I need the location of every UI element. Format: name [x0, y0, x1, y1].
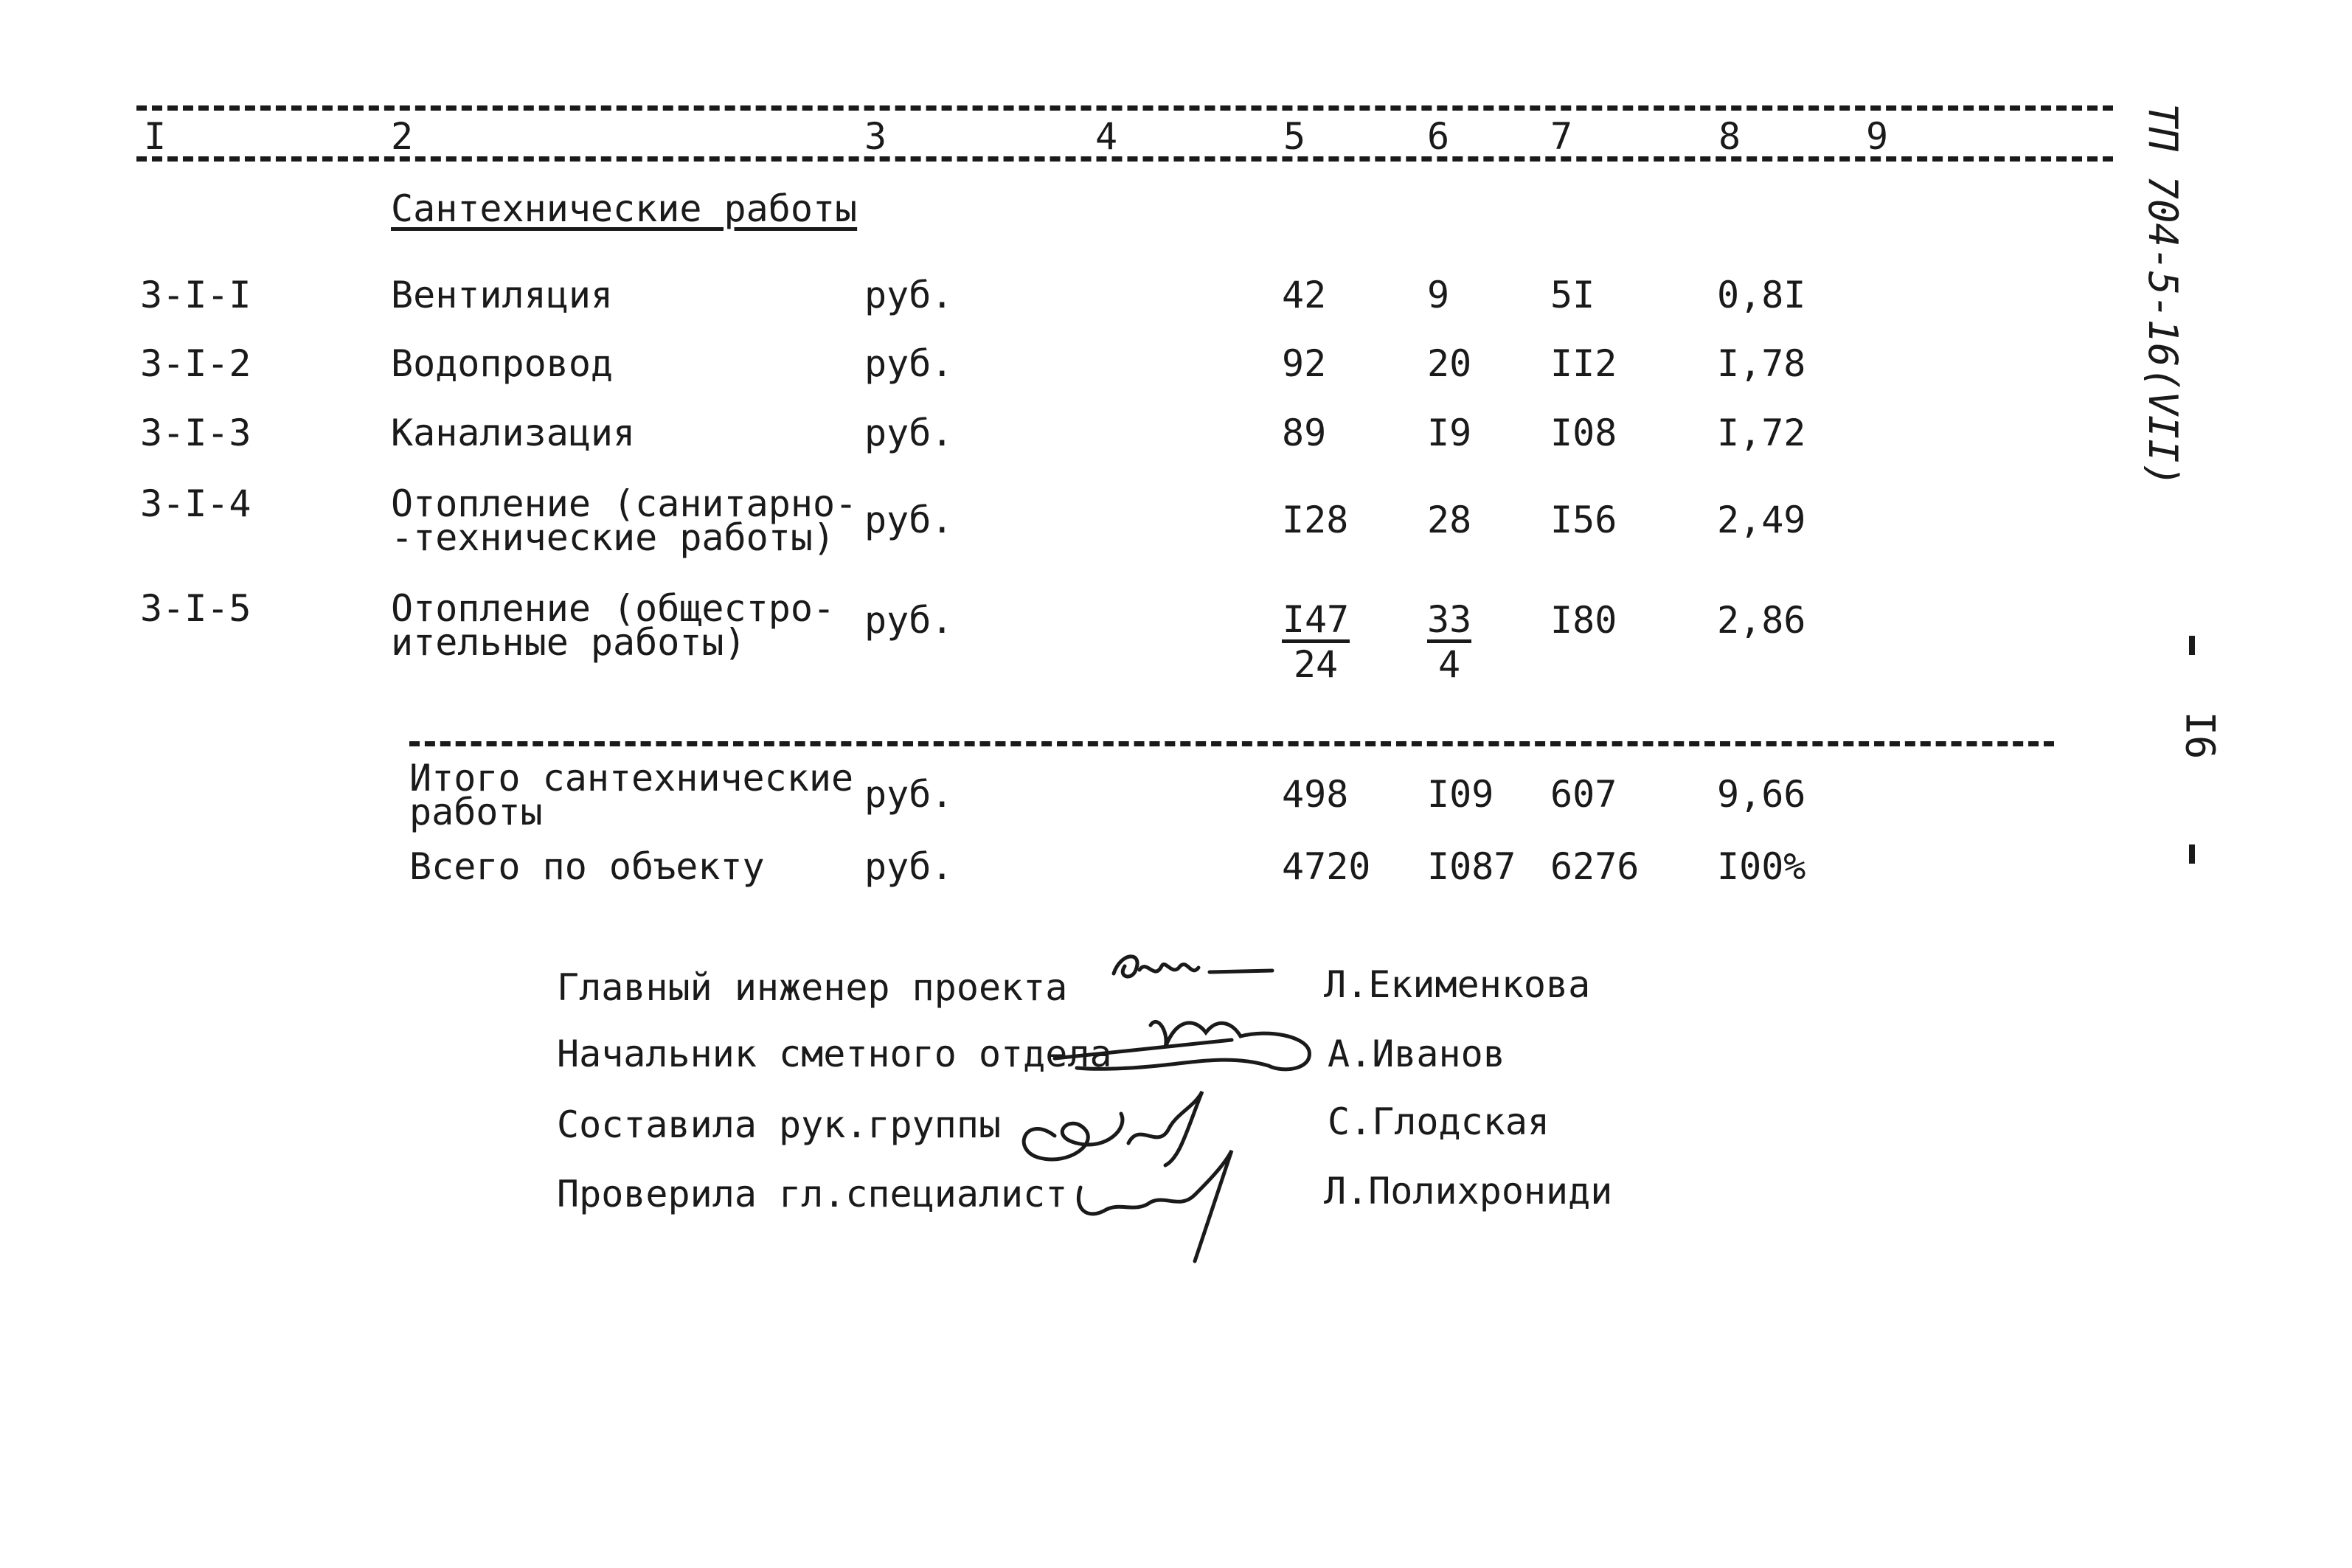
signature-name: С.Глодская — [1328, 1100, 1550, 1143]
row-col7: II2 — [1550, 342, 1617, 385]
total-name-line1: Итого сантехнические — [409, 757, 854, 799]
row-col7: I08 — [1550, 412, 1617, 454]
col-header-7: 7 — [1550, 115, 1573, 158]
row-col7: I80 — [1550, 599, 1617, 642]
row-code: 3-I-3 — [140, 412, 251, 454]
grand-total-unit: руб. — [864, 845, 954, 888]
col-header-8: 8 — [1718, 115, 1741, 158]
col-header-5: 5 — [1283, 115, 1306, 158]
grand-total-col7: 6276 — [1550, 845, 1640, 888]
row-code: 3-I-4 — [140, 482, 251, 525]
row-col8: I,72 — [1717, 412, 1806, 454]
row-name: Водопровод — [391, 342, 614, 385]
signature-role: Главный инженер проекта — [557, 966, 1068, 1009]
row-col5: I28 — [1282, 499, 1349, 541]
row-name-line2: ительные работы) — [391, 621, 746, 664]
signature-name: Л.Полихрониди — [1324, 1170, 1613, 1213]
row-name-line1: Отопление (санитарно- — [391, 482, 858, 525]
fraction-denominator: 24 — [1293, 643, 1339, 686]
col-header-2: 2 — [391, 115, 414, 158]
col-header-4: 4 — [1095, 115, 1118, 158]
row-col5: 92 — [1282, 342, 1327, 385]
grand-total-col5: 4720 — [1282, 845, 1371, 888]
row-unit: руб. — [864, 342, 954, 385]
row-code: 3-I-5 — [140, 587, 251, 630]
row-col6-fraction — [1427, 598, 1472, 686]
grand-total-col8: I00% — [1717, 845, 1806, 888]
fraction-numerator: I47 — [1282, 601, 1350, 643]
page-number-dash-top — [2189, 636, 2195, 655]
handwritten-signature-1 — [1106, 937, 1283, 1003]
row-col5: 89 — [1282, 412, 1327, 454]
totals-rule — [409, 741, 2054, 746]
row-col8: 0,8I — [1717, 274, 1806, 316]
project-code: ТП 704-5-16(VII) — [2140, 103, 2186, 488]
signature-role: Составила рук.группы — [557, 1103, 1002, 1146]
row-name: Вентиляция — [391, 274, 614, 316]
row-col8: I,78 — [1717, 342, 1806, 385]
signature-role: Проверила гл.специалист — [557, 1173, 1068, 1215]
row-col8: 2,49 — [1717, 499, 1806, 541]
handwritten-signature-3 — [1010, 1084, 1246, 1276]
row-name-line2: -технические работы) — [391, 516, 836, 559]
row-col6: I9 — [1427, 412, 1472, 454]
row-col7: 5I — [1550, 274, 1595, 316]
col-header-9: 9 — [1866, 115, 1889, 158]
row-code: 3-I-2 — [140, 342, 251, 385]
row-col6: 9 — [1427, 274, 1450, 316]
row-col5-fraction — [1282, 598, 1350, 686]
total-name-line2: работы — [409, 791, 543, 833]
row-unit: руб. — [864, 499, 954, 541]
row-name-line1: Отопление (общестро- — [391, 587, 836, 630]
total-col6: I09 — [1427, 773, 1494, 816]
header-top-rule — [136, 105, 2113, 111]
col-header-6: 6 — [1427, 115, 1450, 158]
row-col6: 28 — [1427, 499, 1472, 541]
total-unit: руб. — [864, 773, 954, 816]
total-col7: 607 — [1550, 773, 1617, 816]
page-number-dash-bottom — [2189, 844, 2195, 864]
col-header-3: 3 — [864, 115, 887, 158]
grand-total-col6: I087 — [1427, 845, 1516, 888]
page-number: I6 — [2176, 711, 2224, 760]
grand-total-name: Всего по объекту — [409, 845, 765, 888]
total-col5: 498 — [1282, 773, 1349, 816]
row-code: 3-I-I — [140, 274, 251, 316]
handwritten-signature-2 — [1047, 996, 1328, 1084]
fraction-numerator: 33 — [1427, 601, 1471, 643]
row-col6: 20 — [1427, 342, 1472, 385]
row-col8: 2,86 — [1717, 599, 1806, 642]
total-col8: 9,66 — [1717, 773, 1806, 816]
row-name: Канализация — [391, 412, 636, 454]
row-unit: руб. — [864, 412, 954, 454]
row-col7: I56 — [1550, 499, 1617, 541]
signature-name: Л.Екименкова — [1324, 963, 1591, 1006]
fraction-denominator: 4 — [1437, 643, 1461, 686]
row-unit: руб. — [864, 274, 954, 316]
row-col5: 42 — [1282, 274, 1327, 316]
section-title: Сантехнические работы — [391, 187, 858, 230]
row-unit: руб. — [864, 599, 954, 642]
signature-role: Начальник сметного отдела — [557, 1033, 1112, 1075]
header-bottom-rule — [136, 156, 2113, 162]
col-header-1: I — [144, 115, 167, 158]
signature-name: А.Иванов — [1328, 1033, 1505, 1075]
